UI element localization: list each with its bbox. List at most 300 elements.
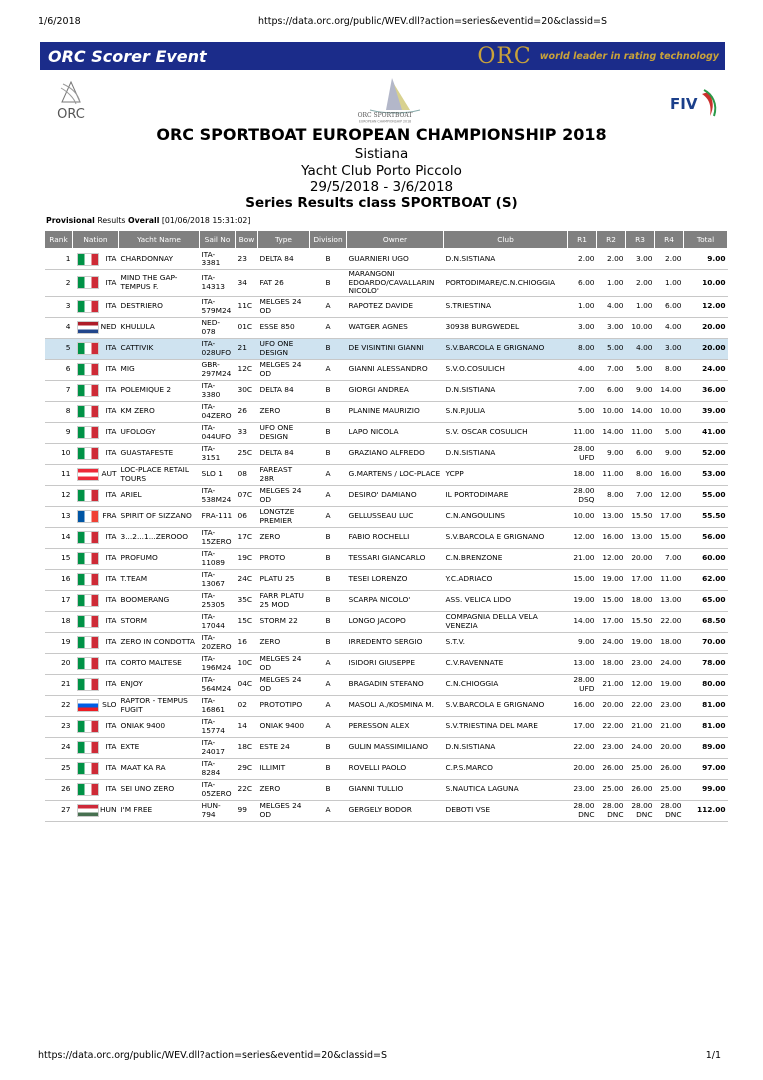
cell-sail: ITA-044UFO <box>200 422 236 443</box>
cell-r1: 28.00 DNC <box>568 800 597 821</box>
cell-nation <box>73 249 119 270</box>
column-header: R3 <box>626 231 655 249</box>
cell-owner: GULIN MASSIMILIANO <box>347 737 444 758</box>
cell-nation <box>73 632 119 653</box>
cell-yacht: UFOLOGY <box>119 422 200 443</box>
cell-bow: 30C <box>236 380 258 401</box>
cell-club: C.N.CHIOGGIA <box>444 674 568 695</box>
cell-sail: ITA-20ZERO <box>200 632 236 653</box>
cell-r2: 26.00 <box>597 758 626 779</box>
cell-sail: ITA-25305 <box>200 590 236 611</box>
cell-bow: 18C <box>236 737 258 758</box>
cell-r1: 11.00 <box>568 422 597 443</box>
table-row <box>45 632 728 653</box>
cell-r1: 2.00 <box>568 249 597 270</box>
cell-club: PORTODIMARE/C.N.CHIOGGIA <box>444 270 568 297</box>
nation-code: ITA <box>105 301 117 311</box>
cell-yacht: 3...2...1...ZEROOO <box>119 527 200 548</box>
cell-r2: 6.00 <box>597 380 626 401</box>
cell-rank: 13 <box>45 506 73 527</box>
cell-r2: 9.00 <box>597 443 626 464</box>
cell-div: A <box>310 674 347 695</box>
banner-title: ORC Scorer Event <box>48 46 207 66</box>
cell-div: B <box>310 548 347 569</box>
cell-r1: 4.00 <box>568 359 597 380</box>
nation-code: HUN <box>100 805 117 815</box>
timestamp: [01/06/2018 15:31:02] <box>161 216 251 225</box>
results-label: Results <box>97 216 126 225</box>
cell-total: 9.00 <box>684 249 728 270</box>
cell-owner: TESEI LORENZO <box>347 569 444 590</box>
cell-r4: 8.00 <box>655 359 684 380</box>
cell-bow: 19C <box>236 548 258 569</box>
cell-club: DEBOTI VSE <box>444 800 568 821</box>
cell-type: ZERO <box>258 401 310 422</box>
cell-r4: 9.00 <box>655 443 684 464</box>
table-row <box>45 569 728 590</box>
nation-code: ITA <box>105 553 117 563</box>
cell-nation <box>73 548 119 569</box>
page-number: 1/1 <box>705 1050 721 1061</box>
cell-bow: 23 <box>236 249 258 270</box>
cell-type: ZERO <box>258 527 310 548</box>
cell-rank: 25 <box>45 758 73 779</box>
cell-rank: 3 <box>45 296 73 317</box>
cell-total: 68.50 <box>684 611 728 632</box>
cell-div: A <box>310 800 347 821</box>
cell-r3: 20.00 <box>626 548 655 569</box>
nation-code: ITA <box>105 385 117 395</box>
sportboat-logo-subtext: EUROPEAN CHAMPIONSHIP 2018 <box>358 119 412 124</box>
table-row <box>45 485 728 506</box>
cell-total: 80.00 <box>684 674 728 695</box>
cell-type: FARR PLATU 25 MOD <box>258 590 310 611</box>
cell-yacht: STORM <box>119 611 200 632</box>
cell-nation <box>73 653 119 674</box>
cell-div: B <box>310 632 347 653</box>
table-row <box>45 249 728 270</box>
cell-yacht: ARIEL <box>119 485 200 506</box>
table-row <box>45 359 728 380</box>
cell-owner: MARANGONI EDOARDO/CAVALLARIN NICOLO' <box>347 270 444 297</box>
cell-club: S.V.BARCOLA E GRIGNANO <box>444 338 568 359</box>
column-header: R2 <box>597 231 626 249</box>
cell-nation <box>73 485 119 506</box>
cell-sail: ITA-15ZERO <box>200 527 236 548</box>
cell-r3: 12.00 <box>626 674 655 695</box>
cell-owner: IRREDENTO SERGIO <box>347 632 444 653</box>
cell-r2: 28.00 DNC <box>597 800 626 821</box>
flag-icon <box>77 741 99 754</box>
event-venue: Sistiana <box>354 146 409 162</box>
column-header: Club <box>444 231 568 249</box>
cell-div: B <box>310 249 347 270</box>
cell-nation <box>73 443 119 464</box>
cell-r1: 28.00 UFD <box>568 674 597 695</box>
event-title: ORC SPORTBOAT EUROPEAN CHAMPIONSHIP 2018 <box>156 125 607 144</box>
flag-icon <box>77 342 99 355</box>
cell-owner: RAPOTEZ DAVIDE <box>347 296 444 317</box>
nation-code: ITA <box>105 253 117 263</box>
cell-type: MELGES 24 OD <box>258 359 310 380</box>
flag-icon <box>77 552 99 565</box>
cell-sail: SLO 1 <box>200 464 236 485</box>
cell-yacht: T.TEAM <box>119 569 200 590</box>
cell-div: A <box>310 485 347 506</box>
nation-code: ITA <box>105 742 117 752</box>
flag-icon <box>77 573 99 586</box>
cell-div: B <box>310 527 347 548</box>
cell-r3: 25.00 <box>626 758 655 779</box>
cell-r2: 22.00 <box>597 716 626 737</box>
cell-club: D.N.SISTIANA <box>444 249 568 270</box>
cell-r1: 13.00 <box>568 653 597 674</box>
cell-r3: 5.00 <box>626 359 655 380</box>
cell-r3: 21.00 <box>626 716 655 737</box>
cell-club: S.V.O.COSULICH <box>444 359 568 380</box>
cell-rank: 20 <box>45 653 73 674</box>
flag-icon <box>77 678 99 691</box>
nation-code: SLO <box>102 700 117 710</box>
nation-code: ITA <box>105 784 117 794</box>
cell-bow: 11C <box>236 296 258 317</box>
cell-nation <box>73 296 119 317</box>
table-row <box>45 422 728 443</box>
cell-nation <box>73 758 119 779</box>
cell-type: LONGTZE PREMIER <box>258 506 310 527</box>
cell-bow: 35C <box>236 590 258 611</box>
cell-r4: 13.00 <box>655 590 684 611</box>
cell-bow: 25C <box>236 443 258 464</box>
cell-bow: 22C <box>236 779 258 800</box>
column-header: Owner <box>347 231 444 249</box>
cell-sail: ITA-16861 <box>200 695 236 716</box>
cell-rank: 16 <box>45 569 73 590</box>
cell-sail: ITA-24017 <box>200 737 236 758</box>
cell-owner: GIANNI TULLIO <box>347 779 444 800</box>
cell-total: 99.00 <box>684 779 728 800</box>
cell-sail: ITA-05ZERO <box>200 779 236 800</box>
cell-r4: 14.00 <box>655 380 684 401</box>
column-header: Total <box>684 231 728 249</box>
cell-type: PROTO <box>258 548 310 569</box>
flag-icon <box>77 531 99 544</box>
table-row <box>45 401 728 422</box>
cell-nation <box>73 779 119 800</box>
cell-div: B <box>310 338 347 359</box>
cell-owner: LONGO JACOPO <box>347 611 444 632</box>
cell-nation <box>73 674 119 695</box>
cell-div: A <box>310 695 347 716</box>
flag-icon <box>77 762 99 775</box>
table-row <box>45 611 728 632</box>
cell-r3: 6.00 <box>626 443 655 464</box>
nation-code: ITA <box>105 574 117 584</box>
cell-r2: 4.00 <box>597 296 626 317</box>
cell-r1: 12.00 <box>568 527 597 548</box>
nation-code: NED <box>100 322 117 332</box>
cell-rank: 23 <box>45 716 73 737</box>
cell-r4: 28.00 DNC <box>655 800 684 821</box>
cell-div: A <box>310 317 347 338</box>
nation-code: FRA <box>102 511 117 521</box>
cell-type: PROTOTIPO <box>258 695 310 716</box>
cell-r2: 23.00 <box>597 737 626 758</box>
cell-nation <box>73 527 119 548</box>
cell-r4: 20.00 <box>655 737 684 758</box>
cell-r1: 23.00 <box>568 779 597 800</box>
cell-r1: 28.00 UFD <box>568 443 597 464</box>
cell-r4: 17.00 <box>655 506 684 527</box>
cell-total: 97.00 <box>684 758 728 779</box>
cell-rank: 7 <box>45 380 73 401</box>
cell-r1: 15.00 <box>568 569 597 590</box>
table-row <box>45 548 728 569</box>
cell-div: B <box>310 611 347 632</box>
cell-r4: 7.00 <box>655 548 684 569</box>
cell-r3: 24.00 <box>626 737 655 758</box>
table-row <box>45 674 728 695</box>
cell-rank: 21 <box>45 674 73 695</box>
cell-r1: 20.00 <box>568 758 597 779</box>
cell-rank: 27 <box>45 800 73 821</box>
cell-bow: 17C <box>236 527 258 548</box>
cell-rank: 10 <box>45 443 73 464</box>
cell-owner: GUARNIERI UGO <box>347 249 444 270</box>
cell-rank: 22 <box>45 695 73 716</box>
sportboat-logo-icon <box>330 76 440 124</box>
nation-code: ITA <box>105 490 117 500</box>
cell-sail: FRA-111 <box>200 506 236 527</box>
cell-owner: DE VISINTINI GIANNI <box>347 338 444 359</box>
cell-owner: GIORGI ANDREA <box>347 380 444 401</box>
cell-yacht: ZERO IN CONDOTTA <box>119 632 200 653</box>
cell-rank: 19 <box>45 632 73 653</box>
provisional-note <box>46 216 250 225</box>
cell-yacht: BOOMERANG <box>119 590 200 611</box>
table-row <box>45 380 728 401</box>
cell-type: MELGES 24 OD <box>258 674 310 695</box>
cell-yacht: CHARDONNAY <box>119 249 200 270</box>
cell-rank: 1 <box>45 249 73 270</box>
table-row <box>45 653 728 674</box>
cell-type: PLATU 25 <box>258 569 310 590</box>
cell-rank: 4 <box>45 317 73 338</box>
cell-r2: 2.00 <box>597 249 626 270</box>
banner-tagline: world leader in rating technology <box>539 50 719 62</box>
cell-r3: 10.00 <box>626 317 655 338</box>
flag-icon <box>77 426 99 439</box>
cell-sail: HUN-794 <box>200 800 236 821</box>
cell-club: C.V.RAVENNATE <box>444 653 568 674</box>
cell-rank: 18 <box>45 611 73 632</box>
cell-div: A <box>310 506 347 527</box>
column-header: Rank <box>45 231 73 249</box>
cell-owner: GIANNI ALESSANDRO <box>347 359 444 380</box>
cell-r3: 8.00 <box>626 464 655 485</box>
flag-icon <box>77 405 99 418</box>
cell-sail: ITA-13067 <box>200 569 236 590</box>
cell-club: YCPP <box>444 464 568 485</box>
cell-sail: ITA-17044 <box>200 611 236 632</box>
cell-bow: 15C <box>236 611 258 632</box>
cell-r2: 11.00 <box>597 464 626 485</box>
cell-div: A <box>310 296 347 317</box>
cell-r1: 5.00 <box>568 401 597 422</box>
cell-club: C.N.ANGOULINS <box>444 506 568 527</box>
fiv-logo-text: FIV <box>670 95 698 113</box>
cell-sail: ITA-11089 <box>200 548 236 569</box>
cell-total: 10.00 <box>684 270 728 297</box>
cell-r4: 21.00 <box>655 716 684 737</box>
nation-code: ITA <box>105 679 117 689</box>
cell-yacht: MIND THE GAP-TEMPUS F. <box>119 270 200 297</box>
cell-owner: LAPO NICOLA <box>347 422 444 443</box>
cell-owner: PLANINE MAURIZIO <box>347 401 444 422</box>
flag-icon <box>77 363 99 376</box>
cell-yacht: ONIAK 9400 <box>119 716 200 737</box>
cell-owner: FABIO ROCHELLI <box>347 527 444 548</box>
cell-club: D.N.SISTIANA <box>444 737 568 758</box>
nation-code: ITA <box>105 277 117 287</box>
cell-type: ESSE 850 <box>258 317 310 338</box>
cell-club: S.V. OSCAR COSULICH <box>444 422 568 443</box>
cell-yacht: ENJOY <box>119 674 200 695</box>
cell-sail: ITA-14313 <box>200 270 236 297</box>
cell-div: B <box>310 590 347 611</box>
cell-total: 24.00 <box>684 359 728 380</box>
table-row <box>45 443 728 464</box>
column-header: Type <box>258 231 310 249</box>
cell-total: 36.00 <box>684 380 728 401</box>
cell-r2: 13.00 <box>597 506 626 527</box>
cell-r4: 16.00 <box>655 464 684 485</box>
cell-rank: 2 <box>45 270 73 297</box>
flag-icon <box>77 321 99 334</box>
table-row <box>45 317 728 338</box>
cell-rank: 6 <box>45 359 73 380</box>
cell-r2: 10.00 <box>597 401 626 422</box>
cell-r4: 12.00 <box>655 485 684 506</box>
flag-icon <box>77 253 99 266</box>
cell-rank: 14 <box>45 527 73 548</box>
results-table <box>44 230 728 822</box>
cell-r2: 20.00 <box>597 695 626 716</box>
flag-icon <box>77 300 99 313</box>
cell-rank: 5 <box>45 338 73 359</box>
cell-r2: 16.00 <box>597 527 626 548</box>
table-row <box>45 716 728 737</box>
cell-r1: 18.00 <box>568 464 597 485</box>
cell-type: MELGES 24 OD <box>258 296 310 317</box>
cell-total: 89.00 <box>684 737 728 758</box>
cell-total: 53.00 <box>684 464 728 485</box>
orc-brand-logo <box>477 44 719 69</box>
cell-rank: 9 <box>45 422 73 443</box>
cell-div: B <box>310 422 347 443</box>
cell-r1: 28.00 DSQ <box>568 485 597 506</box>
cell-nation <box>73 270 119 297</box>
cell-r4: 3.00 <box>655 338 684 359</box>
cell-r2: 8.00 <box>597 485 626 506</box>
flag-icon <box>77 615 99 628</box>
cell-r2: 21.00 <box>597 674 626 695</box>
cell-sail: NED-078 <box>200 317 236 338</box>
cell-r3: 14.00 <box>626 401 655 422</box>
table-row <box>45 758 728 779</box>
nation-code: ITA <box>105 721 117 731</box>
cell-sail: ITA-538M24 <box>200 485 236 506</box>
column-header: Sail No <box>200 231 236 249</box>
cell-r3: 23.00 <box>626 653 655 674</box>
cell-type: DELTA 84 <box>258 443 310 464</box>
cell-total: 41.00 <box>684 422 728 443</box>
cell-div: B <box>310 758 347 779</box>
cell-r1: 9.00 <box>568 632 597 653</box>
cell-owner: GELLUSSEAU LUC <box>347 506 444 527</box>
cell-r2: 17.00 <box>597 611 626 632</box>
cell-type: ESTE 24 <box>258 737 310 758</box>
cell-yacht: PROFUMO <box>119 548 200 569</box>
nation-code: ITA <box>105 364 117 374</box>
cell-bow: 24C <box>236 569 258 590</box>
cell-bow: 29C <box>236 758 258 779</box>
table-header-row <box>45 231 728 249</box>
cell-type: DELTA 84 <box>258 380 310 401</box>
flag-icon <box>77 657 99 670</box>
cell-r4: 24.00 <box>655 653 684 674</box>
cell-nation <box>73 359 119 380</box>
cell-sail: ITA-3380 <box>200 380 236 401</box>
table-row <box>45 737 728 758</box>
cell-total: 20.00 <box>684 317 728 338</box>
cell-r1: 14.00 <box>568 611 597 632</box>
cell-nation <box>73 380 119 401</box>
table-row <box>45 800 728 821</box>
print-url: https://data.orc.org/public/WEV.dll?action=series&eventid=20&classid=S <box>258 16 607 27</box>
nation-code: ITA <box>105 658 117 668</box>
cell-r2: 24.00 <box>597 632 626 653</box>
cell-sail: ITA-3381 <box>200 249 236 270</box>
cell-total: 70.00 <box>684 632 728 653</box>
cell-sail: GBR-297M24 <box>200 359 236 380</box>
cell-bow: 04C <box>236 674 258 695</box>
cell-owner: TESSARI GIANCARLO <box>347 548 444 569</box>
cell-r4: 4.00 <box>655 317 684 338</box>
flag-icon <box>77 594 99 607</box>
flag-icon <box>77 720 99 733</box>
column-header: Bow <box>236 231 258 249</box>
cell-total: 62.00 <box>684 569 728 590</box>
table-row <box>45 270 728 297</box>
cell-div: B <box>310 401 347 422</box>
flag-icon <box>77 384 99 397</box>
cell-bow: 16 <box>236 632 258 653</box>
cell-type: STORM 22 <box>258 611 310 632</box>
nation-code: ITA <box>105 616 117 626</box>
table-row <box>45 506 728 527</box>
fiv-logo-icon <box>668 82 720 122</box>
table-row <box>45 527 728 548</box>
orc-logo-icon <box>48 78 94 122</box>
cell-club: C.N.BRENZONE <box>444 548 568 569</box>
cell-r4: 23.00 <box>655 695 684 716</box>
orc-logo-text: ORC <box>57 107 85 122</box>
cell-r4: 2.00 <box>655 249 684 270</box>
cell-r4: 22.00 <box>655 611 684 632</box>
cell-r1: 8.00 <box>568 338 597 359</box>
cell-r4: 6.00 <box>655 296 684 317</box>
